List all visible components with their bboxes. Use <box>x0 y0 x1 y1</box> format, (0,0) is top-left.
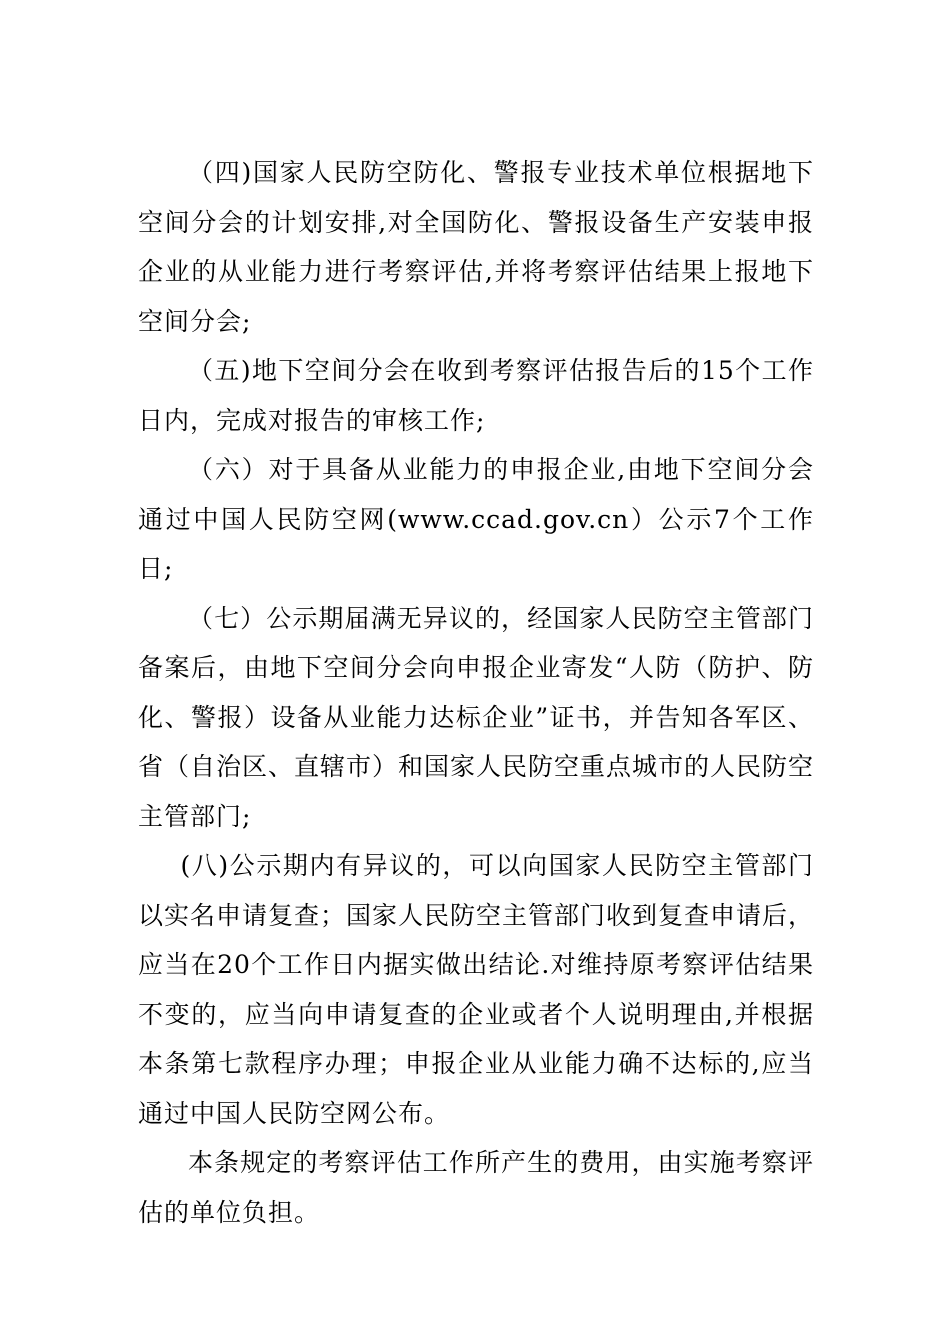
paragraph-item-4: （四)国家人民防空防化、警报专业技术单位根据地下空间分会的计划安排,对全国防化、警报设备生产安装申报企业的从业能力进行考察评估,并将考察评估结果上报地下空间分会; <box>138 158 814 336</box>
paragraph-item-7: （七）公示期届满无异议的，经国家人民防空主管部门备案后，由地下空间分会向申报企业寄发“人防（防护、防化、警报）设备从业能力达标企业”证书，并告知各军区、省（自治区、直辖市）和国家人民防空重点城市的人民防空主管部门; <box>138 603 815 831</box>
paragraph-item-6: （六）对于具备从业能力的申报企业,由地下空间分会通过中国人民防空网(www.ccad.gov.cn）公示7个工作日; <box>138 455 814 583</box>
paragraph-item-8: (八)公示期内有异议的，可以向国家人民防空主管部门以实名申请复查；国家人民防空主管部门收到复查申请后，应当在20个工作日内据实做出结论.对维持原考察评估结果不变的，应当向申请复查的企业或者个人说明理由,并根据本条第七款程序办理；申报企业从业能力确不达标的,应当通过中国人民防空网公布。 <box>138 851 815 1128</box>
paragraph-cost-note: 本条规定的考察评估工作所产生的费用，由实施考察评估的单位负担。 <box>138 1148 814 1227</box>
document-body <box>138 148 814 1237</box>
paragraph-item-5: （五)地下空间分会在收到考察评估报告后的15个工作日内，完成对报告的审核工作; <box>138 356 814 435</box>
